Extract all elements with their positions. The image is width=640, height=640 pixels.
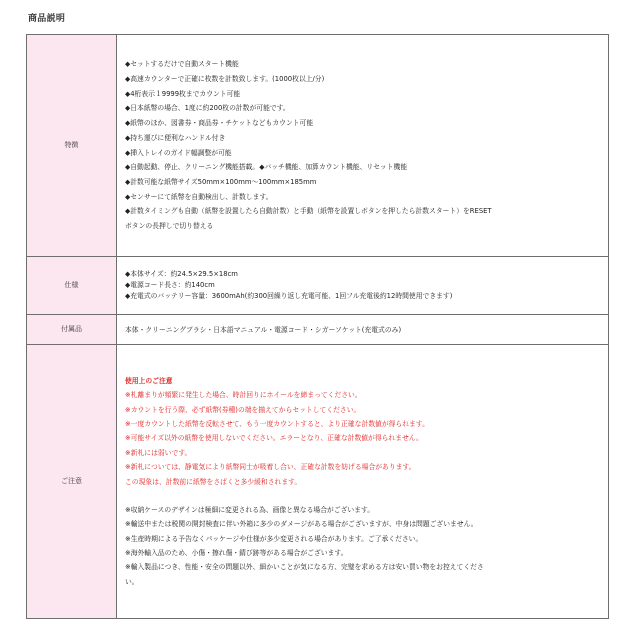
note-line: ※海外輸入品のため、小傷・擦れ傷・錆び跡等がある場合がございます。 — [125, 548, 348, 557]
product-spec-table — [26, 34, 609, 619]
included-text: 本体・クリーニングブラシ・日本語マニュアル・電源コード・シガーソケット(充電式のみ) — [125, 325, 402, 334]
feature-line: ◆日本紙幣の場合、1度に約200枚の計数が可能です。 — [125, 104, 290, 113]
specs-content — [117, 257, 609, 315]
notes-heading: 使用上のご注意 — [125, 377, 173, 386]
feature-line: ◆計数タイミングも自動（紙幣を設置したら自動計数）と手動（紙幣を設置しボタンを押したら計数スタート）をRESET — [125, 207, 492, 216]
features-label: 特徴 — [27, 35, 117, 257]
note-line: ※輸入製品につき、性能・安全の問題以外、細かいことが気になる方、完璧を求める方は安い買い物をお控えてくださ — [125, 563, 484, 572]
notes-row — [27, 345, 609, 619]
caution-line: ※新札については、静電気により紙幣同士が吸着し合い、正確な計数を妨げる場合があります。 — [125, 463, 416, 472]
specs-row — [27, 257, 609, 315]
caution-line: ※可能サイズ以外の紙幣を使用しないでください。エラーとなり、正確な計数値が得られません。 — [125, 434, 423, 443]
feature-line: ボタンの長押しで切り替える — [125, 222, 214, 231]
caution-line: この現象は、計数前に紙幣をさばくと多少緩和されます。 — [125, 477, 302, 486]
specs-label: 仕様 — [27, 257, 117, 315]
caution-line: ※新札には弱いです。 — [125, 448, 192, 457]
feature-line: ◆高速カウンターで正確に枚数を計数致します。(1000枚以上/分) — [125, 74, 325, 83]
feature-line: ◆紙幣のほか、図書券・商品券・チケットなどもカウント可能 — [125, 119, 314, 128]
note-line: ※生産時期による予告なくパッケージや仕様が多少変更される場合があります。ご了承ください。 — [125, 534, 423, 543]
feature-line: ◆自動起動、停止、クリーニング機能搭載。◆バッチ機能、加算カウント機能、リセット機能 — [125, 163, 408, 172]
included-row — [27, 315, 609, 345]
feature-line: ◆計数可能な紙幣サイズ50mm×100mm〜100mm×185mm — [125, 177, 317, 186]
feature-line: ◆セットするだけで自動スタート機能 — [125, 60, 239, 69]
notes-label: ご注意 — [27, 345, 117, 619]
feature-line: ◆持ち運びに便利なハンドル付き — [125, 133, 226, 142]
feature-line: ◆挿入トレイのガイド幅調整が可能 — [125, 148, 232, 157]
caution-line: ※札離まりが頻繁に発生した場合、時計回りにホイールを締まってください。 — [125, 391, 362, 400]
notes-content — [117, 345, 609, 619]
spec-line: ◆本体サイズ：約24.5×29.5×18cm — [125, 270, 238, 279]
note-line: ※収納ケースのデザインは極細に変更される為、画像と異なる場合がございます。 — [125, 505, 375, 514]
feature-line: ◆4桁表示１9999枚までカウント可能 — [125, 89, 241, 98]
included-content — [117, 315, 609, 345]
feature-line: ◆センサーにて紙幣を自動検出し、計数します。 — [125, 192, 273, 201]
caution-line: ※カウントを行う際、必ず紙幣(券種)の端を揃えてからセットしてください。 — [125, 405, 361, 414]
section-title: 商品説明 — [28, 14, 66, 24]
spec-line: ◆充電式のバッテリー容量：3600mAh(約300回繰り返し充電可能、1回フル充電後約12時間使用できます) — [125, 291, 453, 300]
caution-line: ※一度カウントした紙幣を反転させて、もう一度カウントすると、より正確な計数値が得られます。 — [125, 420, 429, 429]
features-content — [117, 35, 609, 257]
spec-line: ◆電源コード長さ：約140cm — [125, 281, 215, 290]
notes-spacer — [125, 489, 600, 503]
included-label: 付属品 — [27, 315, 117, 345]
note-line: ※輸送中または税関の開封検査に伴い外箱に多少のダメージがある場合がございますが、中身は問題ございません。 — [125, 520, 478, 529]
note-line: い。 — [125, 577, 139, 586]
features-row — [27, 35, 609, 257]
